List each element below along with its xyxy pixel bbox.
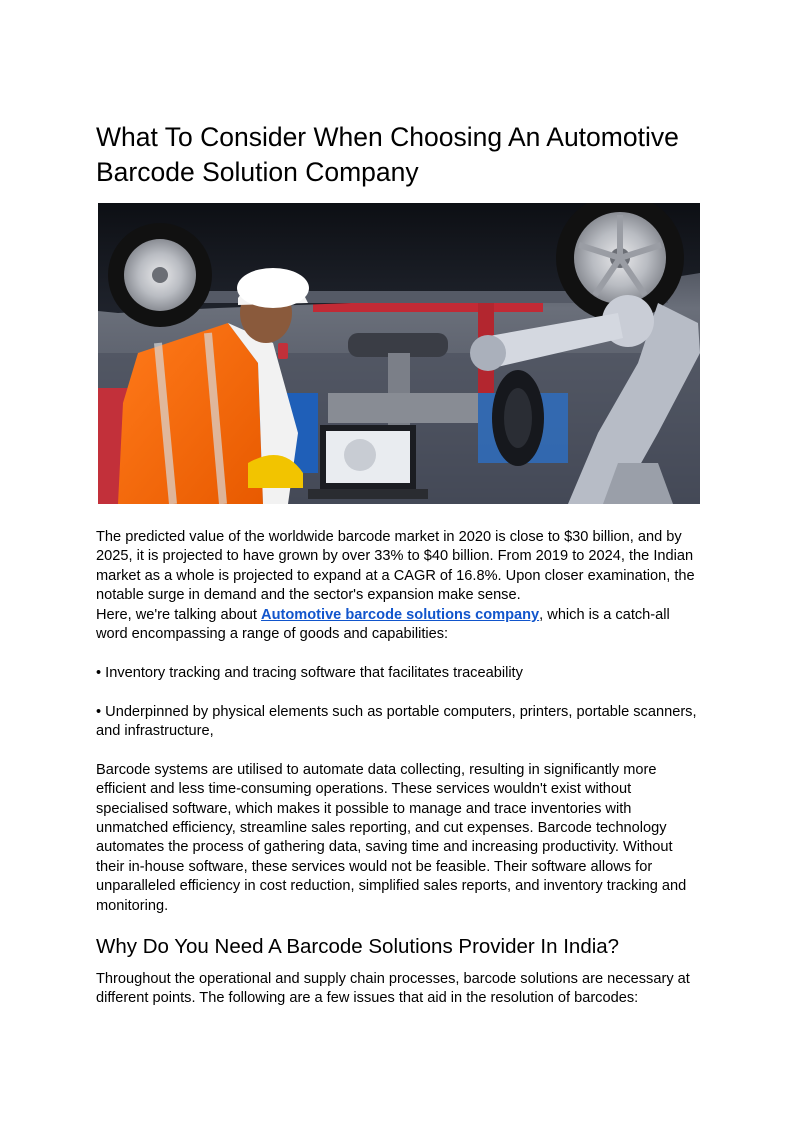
article-title: What To Consider When Choosing An Automotive Barcode Solution Company bbox=[96, 122, 679, 187]
paragraph-intro-start: Here, we're talking about bbox=[96, 606, 262, 623]
hero-illustration bbox=[98, 203, 700, 504]
bullet-item: • Inventory tracking and tracing software that facilitates traceability bbox=[96, 664, 523, 681]
paragraph-systems: Barcode systems are utilised to automate data collecting, resulting in significantly more efficient and less time-consuming operations. These services wouldn't exist without specialised software, which makes it possible to manage and trace inventories with unmatched efficiency, streamline sales reporting, and cut expenses. Barcode technology automates the process of gathering data, saving time and increasing productivity. Without their in-house software, these services would not be feasible. Their software allows for unparalleled efficiency in cost reduction, simplified sales reports, and inventory tracking and monitoring. bbox=[96, 761, 687, 914]
bullet-item: • Underpinned by physical elements such as portable computers, printers, portable scanners, and infrastructure, bbox=[96, 703, 697, 740]
article-body bbox=[96, 528, 702, 1009]
hero-image bbox=[98, 203, 700, 504]
paragraph-intro bbox=[96, 606, 702, 645]
automotive-barcode-link[interactable]: Automotive barcode solutions company bbox=[261, 606, 540, 623]
paragraph-intro-end: , which is a catch-all word encompassing a range of goods and capabilities: bbox=[96, 606, 670, 643]
section-heading: Why Do You Need A Barcode Solutions Provider In India? bbox=[96, 935, 620, 959]
paragraph-market: The predicted value of the worldwide barcode market in 2020 is close to $30 billion, and by 2025, it is projected to have grown by over 33% to $40 billion. From 2019 to 2024, the Indian market as a whole is projected to expand at a CAGR of 16.8%. Upon closer examination, the notable surge in demand and the sector's expansion make sense. bbox=[96, 529, 695, 604]
paragraph-supply-chain: Throughout the operational and supply chain processes, barcode solutions are necessary at different points. The following are a few issues that aid in the resolution of barcodes: bbox=[96, 971, 690, 1007]
